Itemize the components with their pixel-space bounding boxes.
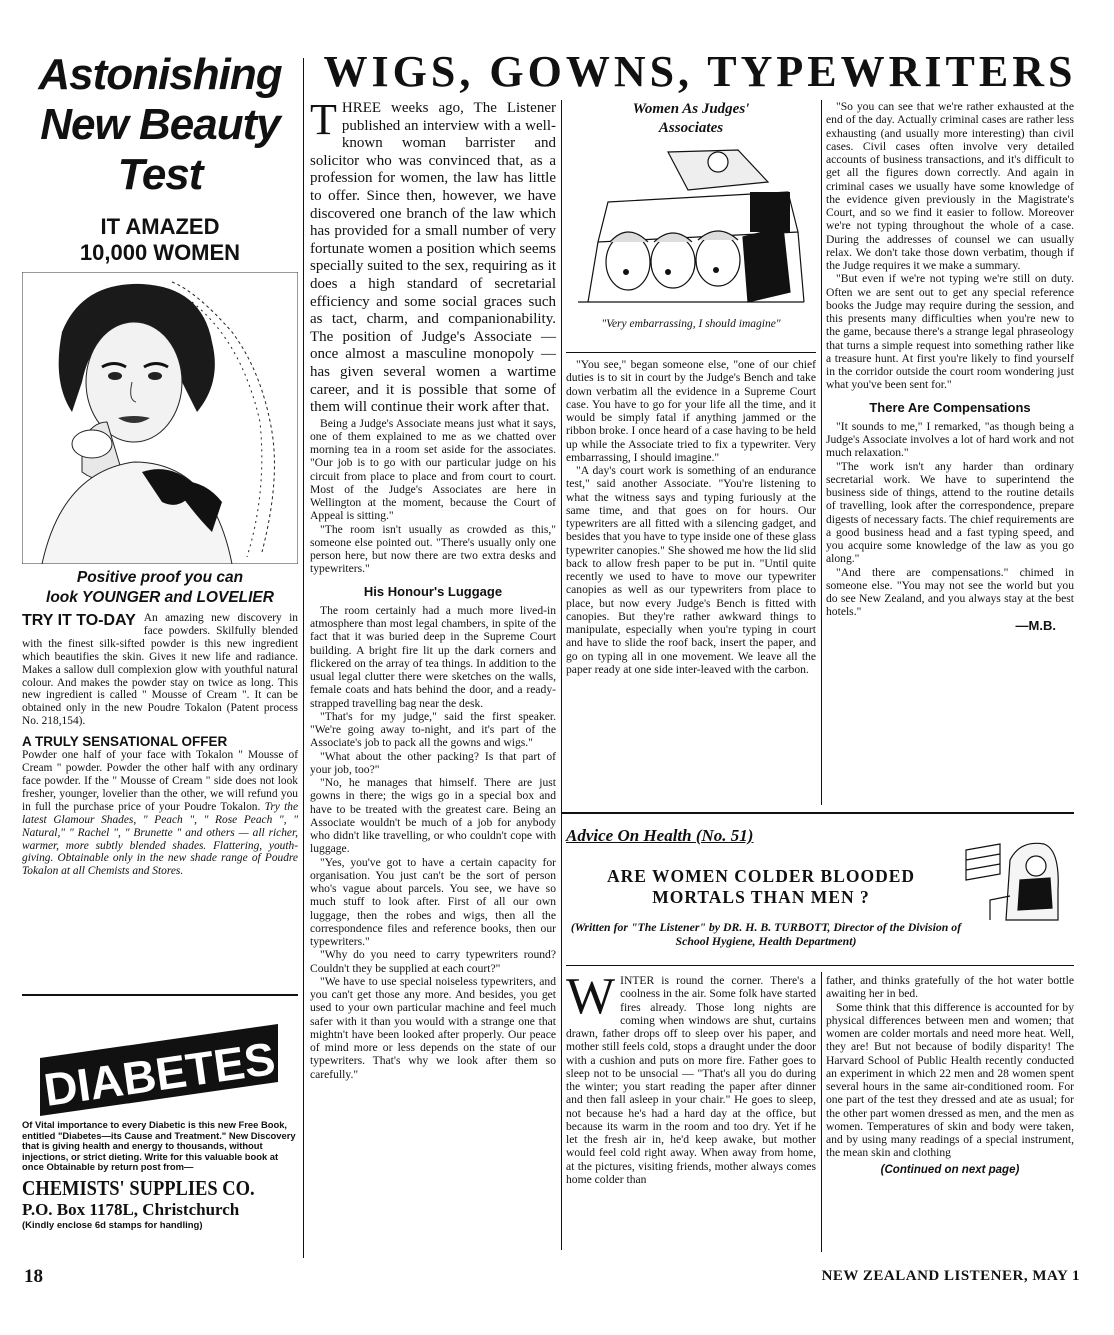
article-paragraph: "Why do you need to carry typewriters round? Couldn't they be supplied at each court?" (310, 948, 556, 975)
cartoon-block (566, 100, 816, 330)
health-lede (566, 968, 816, 1186)
cartoon-caption: "Very embarrassing, I should imagine" (601, 318, 781, 330)
health-title-line2: MORTALS THAN MEN ? (652, 887, 870, 907)
ad-separator (22, 994, 298, 996)
ad-proof (22, 568, 298, 608)
ad-offer-text: Powder one half of your face with Tokalon " Mousse of Cream " powder. Powder the other half with any ordinary face powder. If the " Mousse of Cream " side does not look fresher, younger, lovelier than the other, we will refund you in full the purchase price of your Poudre Tokalon. (22, 749, 298, 813)
health-title-line1: ARE WOMEN COLDER BLOODED (606, 866, 916, 886)
article-paragraph: "And there are compensations." chimed in someone else. "You may not see the world but you do see New Zealand, and you always stay at the best hotels." (826, 565, 1074, 619)
health-paragraph: Some think that this difference is accounted for by physical differences between men and women; that women are colder mortals and need more heat. Well, they are! But not because of bodily disparity! The Harvard School of Public Health recently conducted an experiment in which 22 men and 28 women spent several hours in the same air-conditioned room. For one part of the test they dressed and ate as usual; for the other part women dressed as men, and the men as women. Temperatures of skin and body were taken, and by using many readings of a special instrument, the mean skin and clothing (826, 1000, 1074, 1160)
diabetes-logo (34, 1018, 284, 1118)
column-rule-left (303, 58, 304, 1258)
ad-subhead-line2: 10,000 WOMEN (79, 240, 241, 265)
article-paragraph: "But even if we're not typing we're still on duty. Often we are sent out to get any special reference books the Judge may require during the session, and this presents many difficulties when you're new to the game, because there's a strange legal phraseology that turns a simple request into something rather like a treasure hunt. At first you're likely to find yourself in the corridor outside the court room wondering just what you've been sent for." (826, 272, 1074, 392)
ad-subhead (22, 214, 298, 266)
article-paragraph: "That's for my judge," said the first speaker. "We're going away to-night, and it's part of the Associate's job to pack all the gowns and wigs." (310, 709, 556, 750)
article-paragraph: "You see," began someone else, "one of our chief duties is to sit in court by the Judge's Bench and take down verbatim all the evidence in a Supreme Court case. You have to go for your life all the time, and it would be simply fatal if anything jammed or the ribbon broke. I once heard of a case having to be held up while the Associate tried to fix a typewriter. Very embarrassing, I should imagine." (566, 358, 816, 464)
article-lede-text: HREE weeks ago, The Listener published an interview with a well-known woman barrister and solicitor who was convinced that, as a profession for women, the law has little to offer. Since then, however, we have discovered one branch of the law which has provided for a small number of very fortunate women a position which seems specially suited to the sex, requiring as it does a high standard of secretarial efficiency and some social graces such as tact, charm, and companionability. The position of Judge's Associate — once almost a masculine monopoly — has given several women a wartime career, and it is possible that some of them will continue their work after that. (310, 100, 556, 416)
cartoon-title (566, 100, 816, 138)
article-paragraph: "Yes, you've got to have a certain capacity for organisation. You just can't be the sort of person who's vague about parcels. You see, we have so much stuff to look after. First of all our own luggage, then the robes and wigs, then all the correspondence files and reference books, then our typewriters." (310, 855, 556, 949)
dropcap: T (310, 95, 337, 144)
article-title: WIGS, GOWNS, TYPEWRITERS (323, 47, 1077, 96)
ad-body (22, 612, 298, 728)
article-paragraph: "A day's court work is something of an endurance test," said another Associate. "You're listening to what the witness says and typing furiously at the same time, and that goes on for hours. Our typewriters are all fitted with a silencing gadget, and besides that you have to type inside one of these glass typewriter canopies." She showed me how the lid slid back to allow fresh paper to be put in. "Until quite recently we used to have to move our typewriter canopies as well as our typewriters from place to place, but now every Judge's Bench is fitted with canopies. But they're rather awkward things to manipulate, especially when you're typing in court and have to slide the roof back, insert the paper, and go on typing all in one movement. We leave all the paper ready at one side inter-leaved with the carbon. (566, 464, 816, 676)
health-byline-rule (566, 965, 1074, 966)
woman-portrait-illustration (22, 272, 298, 564)
beauty-ad (22, 50, 298, 980)
ad-subhead-line1: IT AMAZED (100, 214, 220, 239)
article-lede (310, 95, 556, 417)
cartoon-title-line1: Women As Judges' (632, 101, 750, 117)
article-column-3 (826, 100, 1074, 632)
article-paragraph: "The room isn't usually as crowded as this," someone else pointed out. "There's usually only one person here, but now there are two extra desks and typewriters." (310, 522, 556, 576)
article-paragraph: "It sounds to me," I remarked, "as though being a Judge's Associate involves a lot of hard work and not much relaxation." (826, 419, 1074, 460)
health-byline: (Written for "The Listener" by DR. H. B. TURBOTT, Director of the Division of School Hygiene, Health Department) (570, 920, 962, 948)
diabetes-company: CHEMISTS' SUPPLIES CO. (22, 1175, 255, 1200)
ad-proof-line2: look YOUNGER and LOVELIER (46, 589, 274, 606)
article-column-1 (310, 95, 556, 1081)
diabetes-body: Of Vital importance to every Diabetic is this new Free Book, entitled "Diabetes—its Cause and Treatment." New Discovery that is giving health and energy to thousands, without injections, or strict dieting. Write for this valuable book at once Obtainable by return post from— (22, 1119, 296, 1173)
health-lede-text: INTER is round the corner. There's a coolness in the air. Some folk have started fires already. Those long nights are coming when windows are shut, curtains drawn, father drops off to sleep over his paper, and mother still feels cold, stops a draught under the door with a cushion and puts on more fire. Father goes to sleep not to be unsocial — "That's all you do during the winter; you start reading the paper after dinner and then fall asleep in your chair." He goes to sleep, not because he's had a hard day at the office, but because its warm in the room and too dry. Yet if he let the fresh air in, he'd keep awake, but mother would feel cold right away. When away from home, at the pictures, visiting friends, mother always comes home colder than (566, 974, 816, 1186)
diabetes-logo-text: DIABETES (40, 1032, 279, 1116)
ad-offer-body (22, 749, 298, 878)
ad-headline-line1: Astonishing (38, 50, 282, 99)
cartoon-separator (566, 352, 816, 353)
article-paragraph: "What about the other packing? Is that part of your job, too?" (310, 749, 556, 776)
health-title (566, 866, 956, 908)
ad-headline-line2: New Beauty (40, 100, 280, 149)
article-paragraph: "The work isn't any harder than ordinary secretarial work. We have to superintend the business side of things, attend to the routine details of travelling, look after the correspondence, prepare digests of necessary facts. The chief requirements are a good business head and a fast typing speed, and you acquire some knowledge of the law as you go along." (826, 459, 1074, 566)
article-paragraph: "We have to use special noiseless typewriters, and you can't get those any more. And besides, you get used to your own particular machine and feel much safer with it than you would with a strange one that mightn't have been looked after properly. Our peace of mind more or less depends on the state of our typewriters. That's why we look after them so carefully." (310, 974, 556, 1081)
article-signature: —M.B. (1015, 617, 1056, 633)
article-paragraph: Being a Judge's Associate means just what it says, one of them explained to me as we chatted over morning tea in a room set aside for the associates. "Our job is to go with our particular judge on his circuit from place to place and from court to court. Most of the Judge's Associates are here in Wellington at the moment, because the Court of Appeal is sitting." (310, 416, 556, 523)
ad-offer-italic: Try the latest Glamour Shades, " Peach ", " Rose Peach ", " Natural," " Rachel ", " Brunette " and others — all richer, warmer, more subtly blended shades. Flattering, youth-giving. Obtainable only in the new shade range of Poudre Tokalon at all Chemists and Stores. (22, 800, 298, 878)
man-in-chair-illustration (960, 830, 1072, 922)
article-column-2 (566, 358, 816, 676)
health-series-label: Advice On Health (No. 51) (566, 826, 754, 845)
subheading-compensations: There Are Compensations (869, 399, 1031, 415)
cartoon-title-line2: Associates (658, 120, 724, 136)
diabetes-address: P.O. Box 1178L, Christchurch (22, 1199, 240, 1219)
health-dropcap: W (566, 968, 616, 1025)
ad-try-label: TRY IT TO-DAY (22, 612, 136, 629)
ad-offer-head: A TRULY SENSATIONAL OFFER (22, 734, 228, 750)
health-column-1 (566, 968, 816, 1186)
ad-headline-line3: Test (117, 150, 203, 199)
article-paragraph: "So you can see that we're rather exhausted at the end of the day. Actually criminal cases are rather less exhausting (and usually more interesting) than civil cases. Civil cases often involve very detailed accounts of business transactions, and it's difficult to get all the figures down correctly. And again in criminal cases we usually have some knowledge of the evidence given previously in the Magistrate's Court, and so we find it easier to follow. Moreover we're not typing throughout the whole of a case. During the addresses of counsel we can usually relax. We don't take those down verbatim, though if the Judge requires it we make a summary. (826, 100, 1074, 272)
health-top-rule (562, 812, 1074, 814)
column-rule-3 (821, 100, 822, 805)
health-paragraph: father, and thinks gratefully of the hot water bottle awaiting her in bed. (826, 974, 1074, 1001)
article-paragraph: The room certainly had a much more lived-in atmosphere than most legal chambers, in spite of the fact that it was buried deep in the Supreme Court building. A bright fire lit up the dark corners and flickered on the array of tea things. In addition to the usual legal clutter there were sketches on the walls, female coats and hats behind the door, and a ready-strapped travelling bag near the desk. (310, 603, 556, 710)
ad-proof-line1: Positive proof you can (76, 569, 244, 586)
health-column-rule (821, 972, 822, 1252)
page-number: 18 (24, 1266, 43, 1287)
diabetes-ad (22, 1018, 300, 1231)
subheading-luggage: His Honour's Luggage (363, 583, 503, 599)
column-rule-2 (561, 100, 562, 1250)
diabetes-note: (Kindly enclose 6d stamps for handling) (22, 1219, 203, 1231)
ad-body-text: An amazing new discovery in face powders. Skilfully blended with the finest silk-sifted powder is this new ingredient which beautifies the skin. Gives it new life and radiance. Makes a sallow dull complexion glow with youthful natural colour. And makes the powder stay on twice as long. This new ingredient is called " Mousse of Cream ". It can be obtained only in the new Poudre Tokalon (Patent process No. 218,154). (22, 612, 298, 728)
article-paragraph: "No, he manages that himself. There are just gowns in there; the wigs go in a special box and have to be treated with the greatest care. Being an Associate wouldn't be much of a job for anybody who didn't like travelling, or who couldn't cope with luggage. (310, 776, 556, 856)
ad-headline (22, 50, 298, 200)
publication-footer: NEW ZEALAND LISTENER, MAY 1 (821, 1268, 1080, 1284)
continued-note: (Continued on next page) (880, 1163, 1020, 1176)
health-column-2 (826, 974, 1074, 1177)
courtroom-cartoon (568, 142, 814, 312)
